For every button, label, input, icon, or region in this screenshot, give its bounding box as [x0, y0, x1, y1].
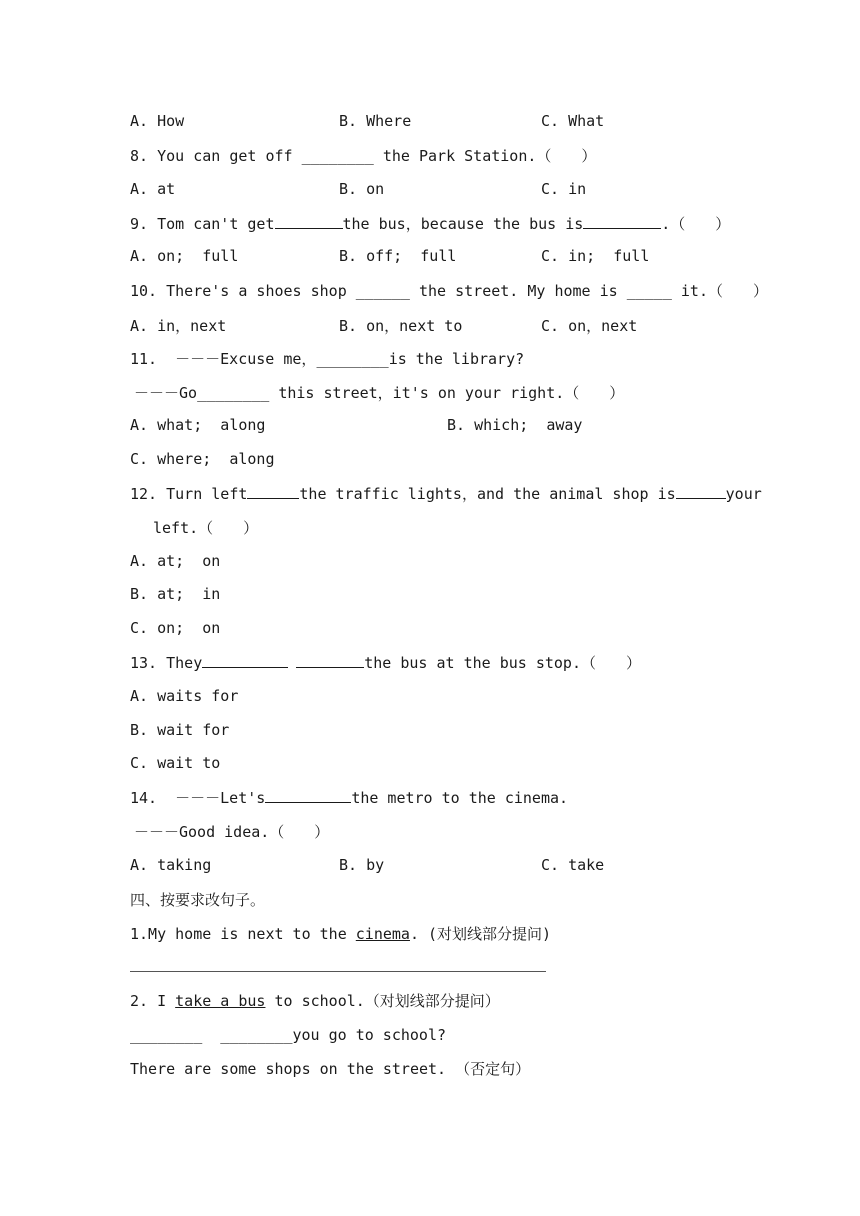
q10-option-c: C. on，next	[541, 317, 638, 335]
q9-text-pre: 9. Tom can't get	[130, 215, 275, 233]
q8-option-c: C. in	[541, 180, 587, 198]
q8-text-pre: 8. You can get off	[130, 147, 302, 165]
rewrite-1-pre: 1.My home is next to the	[130, 925, 356, 943]
q13-text-pre: 13. They	[130, 654, 203, 672]
q10-text-pre: 10. There's a shoes shop	[130, 282, 356, 300]
q9-option-b: B. off; full	[339, 247, 457, 265]
q10-option-a: A. in，next	[130, 317, 227, 335]
q14-option-c: C. take	[541, 856, 605, 874]
question-10	[130, 281, 768, 301]
q9-blank-2	[583, 214, 661, 229]
rewrite-2-answer-post: you go to school?	[292, 1026, 447, 1044]
q14-option-b: B. by	[339, 856, 385, 874]
q10-blank-1: ______	[355, 282, 410, 300]
question-14-line-2: －－－Good idea.（ ）	[134, 823, 330, 841]
question-8	[130, 146, 596, 166]
q8-text-post: the Park Station.（ ）	[373, 147, 597, 165]
q11-line2-pre: －－－Go	[134, 384, 198, 402]
rewrite-1-post: . (对划线部分提问)	[409, 925, 552, 943]
question-12	[130, 484, 762, 504]
q10-text-mid: the street. My home is	[409, 282, 627, 300]
q13-option-a: A. waits for	[130, 687, 239, 705]
q11-option-a: A. what; along	[130, 416, 266, 434]
rewrite-3: There are some shops on the street. （否定句）	[130, 1060, 531, 1078]
q14-blank	[265, 788, 351, 803]
rewrite-2-blank-1: ________	[130, 1026, 203, 1044]
q13-blank-2	[296, 653, 364, 668]
q12-continuation: left.（ ）	[153, 519, 259, 537]
question-13	[130, 653, 641, 673]
rewrite-2-post: to school.（对划线部分提问）	[265, 992, 500, 1010]
q9-option-a: A. on; full	[130, 247, 239, 265]
q11-text-pre: 11. －－－Excuse me，	[130, 350, 317, 368]
q8-option-b: B. on	[339, 180, 385, 198]
rewrite-1	[130, 924, 551, 944]
q12-text-pre: 12. Turn left	[130, 485, 248, 503]
q7-option-a: A. How	[130, 112, 185, 130]
q7-option-c: C. What	[541, 112, 605, 130]
q9-blank-1	[275, 214, 343, 229]
q7-option-b: B. Where	[339, 112, 412, 130]
q10-option-b: B. on，next to	[339, 317, 463, 335]
rewrite-2-answer	[130, 1025, 446, 1045]
q10-text-post: it.（ ）	[671, 282, 768, 300]
q12-text-mid: the traffic lights，and the animal shop is	[299, 485, 676, 503]
q14-text-post: the metro to the cinema.	[351, 789, 569, 807]
q11-blank-2: ________	[197, 384, 270, 402]
q11-line2-post: this street，it's on your right.（ ）	[269, 384, 625, 402]
q8-blank: ________	[301, 147, 374, 165]
q13-text-post: the bus at the bus stop.（ ）	[364, 654, 641, 672]
question-14-line-1	[130, 788, 568, 808]
rewrite-2-blank-2: ________	[220, 1026, 293, 1044]
rewrite-2-underlined: take a bus	[175, 992, 266, 1010]
q11-option-c: C. where; along	[130, 450, 275, 468]
question-9	[130, 214, 730, 234]
q14-text-pre: 14. －－－Let's	[130, 789, 266, 807]
q13-blank-1	[202, 653, 288, 668]
question-11-line-2	[134, 383, 624, 403]
q11-option-b: B. which; away	[447, 416, 583, 434]
q11-blank-1: ________	[316, 350, 389, 368]
q13-option-b: B. wait for	[130, 721, 230, 739]
q14-option-a: A. taking	[130, 856, 212, 874]
q9-text-mid: the bus，because the bus is	[342, 215, 584, 233]
rewrite-2	[130, 991, 500, 1011]
q8-option-a: A. at	[130, 180, 176, 198]
rewrite-2-pre: 2. I	[130, 992, 176, 1010]
answer-line-1	[130, 971, 546, 972]
q13-option-c: C. wait to	[130, 754, 221, 772]
q12-text-post: your	[725, 485, 762, 503]
section-4-title: 四、按要求改句子。	[130, 891, 266, 909]
q9-option-c: C. in; full	[541, 247, 650, 265]
q9-text-post: .（ ）	[661, 215, 731, 233]
q11-text-post: is the library?	[388, 350, 525, 368]
q12-option-b: B. at; in	[130, 585, 221, 603]
q12-blank-1	[247, 484, 299, 499]
q12-blank-2	[676, 484, 726, 499]
q12-option-c: C. on; on	[130, 619, 221, 637]
q10-blank-2: _____	[626, 282, 672, 300]
q12-option-a: A. at; on	[130, 552, 221, 570]
rewrite-1-underlined: cinema	[355, 925, 410, 943]
question-11-line-1	[130, 349, 524, 369]
